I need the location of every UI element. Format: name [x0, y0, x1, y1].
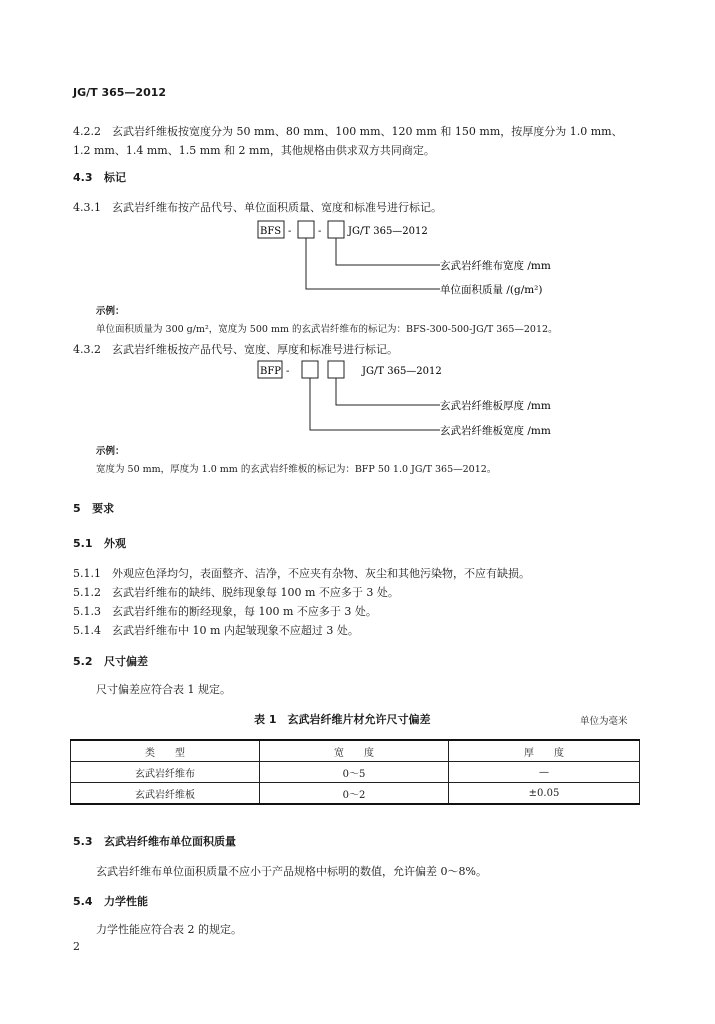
document-code: JG/T 365—2012	[73, 86, 167, 99]
table-cell: 0～5	[260, 762, 449, 783]
clause-5-1-2: 5.1.2 玄武岩纤维布的缺纬、脱纬现象每 100 m 不应多于 3 处。	[73, 586, 399, 599]
table-1	[70, 739, 640, 805]
marking-diagram-cloth	[250, 215, 610, 300]
section-title: 玄武岩纤维布单位面积质量	[104, 835, 236, 848]
table-cell: 玄武岩纤维布	[71, 762, 260, 783]
label-board-width: 玄武岩纤维板宽度 /mm	[440, 425, 551, 437]
table-1-caption: 表 1 玄武岩纤维片材允许尺寸偏差	[254, 713, 431, 726]
example-1-text: 单位面积质量为 300 g/m²，宽度为 500 mm 的玄武岩纤维布的标记为：BFS-300-500-JG/T 365—2012。	[96, 324, 558, 335]
clause-5-4-text: 力学性能应符合表 2 的规定。	[96, 923, 242, 936]
example-2-text: 宽度为 50 mm，厚度为 1.0 mm 的玄武岩纤维板的标记为：BFP 50 1.0 JG/T 365—2012。	[96, 464, 497, 475]
code-prefix: BFP	[260, 366, 282, 377]
marking-diagram-board	[250, 355, 610, 440]
example-1-label: 示例：	[96, 306, 125, 317]
section-5-4-heading	[73, 893, 148, 909]
code-suffix: JG/T 365—2012	[348, 226, 428, 237]
table-1-unit: 单位为毫米	[580, 716, 628, 727]
section-title: 要求	[92, 502, 115, 515]
table-cell: —	[449, 762, 640, 783]
section-title: 力学性能	[104, 895, 148, 908]
example-2-label: 示例：	[96, 446, 125, 457]
label-mass-per-area: 单位面积质量 /(g/m²)	[440, 284, 543, 296]
label-cloth-width: 玄武岩纤维布宽度 /mm	[440, 260, 551, 272]
svg-text:-: -	[286, 366, 290, 377]
section-5-3-heading	[73, 833, 236, 849]
section-title: 尺寸偏差	[104, 655, 148, 668]
section-5-heading	[73, 500, 114, 516]
clause-5-1-4: 5.1.4 玄武岩纤维布中 10 m 内起皱现象不应超过 3 处。	[73, 624, 359, 637]
section-title: 标记	[104, 171, 126, 184]
clause-4-2-2-line2: 1.2 mm、1.4 mm、1.5 mm 和 2 mm，其他规格由供求双方共同商定。	[73, 144, 435, 157]
code-prefix: BFS	[260, 226, 282, 237]
section-number: 5.1	[73, 537, 93, 550]
clause-4-3-2: 4.3.2 玄武岩纤维板按产品代号、宽度、厚度和标准号进行标记。	[73, 343, 398, 356]
section-title: 外观	[104, 537, 126, 550]
section-number: 5.3	[73, 835, 93, 848]
table-row	[71, 783, 640, 805]
clause-5-1-1: 5.1.1 外观应色泽均匀，表面整齐、洁净，不应夹有杂物、灰尘和其他污染物，不应有缺损。	[73, 567, 530, 580]
table-cell: ±0.05	[449, 783, 640, 805]
label-board-thickness: 玄武岩纤维板厚度 /mm	[440, 400, 551, 412]
clause-5-1-3: 5.1.3 玄武岩纤维布的断经现象，每 100 m 不应多于 3 处。	[73, 605, 377, 618]
page-number: 2	[73, 940, 80, 953]
table-row	[71, 762, 640, 783]
section-5-1-heading	[73, 535, 126, 551]
clause-4-3-1: 4.3.1 玄武岩纤维布按产品代号、单位面积质量、宽度和标准号进行标记。	[73, 201, 442, 214]
section-4-3-heading	[73, 169, 126, 185]
clause-5-2-text: 尺寸偏差应符合表 1 规定。	[96, 683, 231, 696]
svg-text:-: -	[288, 226, 292, 237]
table-header-thickness: 厚 度	[449, 740, 640, 762]
clause-4-2-2-line1: 4.2.2 玄武岩纤维板按宽度分为 50 mm、80 mm、100 mm、120 mm 和 150 mm，按厚度分为 1.0 mm、	[73, 125, 623, 138]
table-header-row	[71, 740, 640, 762]
table-header-width: 宽 度	[260, 740, 449, 762]
table-header-type: 类 型	[71, 740, 260, 762]
section-number: 4.3	[73, 171, 93, 184]
clause-5-3-text: 玄武岩纤维布单位面积质量不应小于产品规格中标明的数值，允许偏差 0～8%。	[96, 865, 487, 878]
table-cell: 0～2	[260, 783, 449, 805]
section-5-2-heading	[73, 653, 148, 669]
svg-text:-: -	[318, 226, 322, 237]
section-number: 5.2	[73, 655, 93, 668]
table-cell: 玄武岩纤维板	[71, 783, 260, 805]
section-number: 5.4	[73, 895, 93, 908]
section-number: 5	[73, 502, 81, 515]
code-suffix: JG/T 365—2012	[362, 366, 442, 377]
